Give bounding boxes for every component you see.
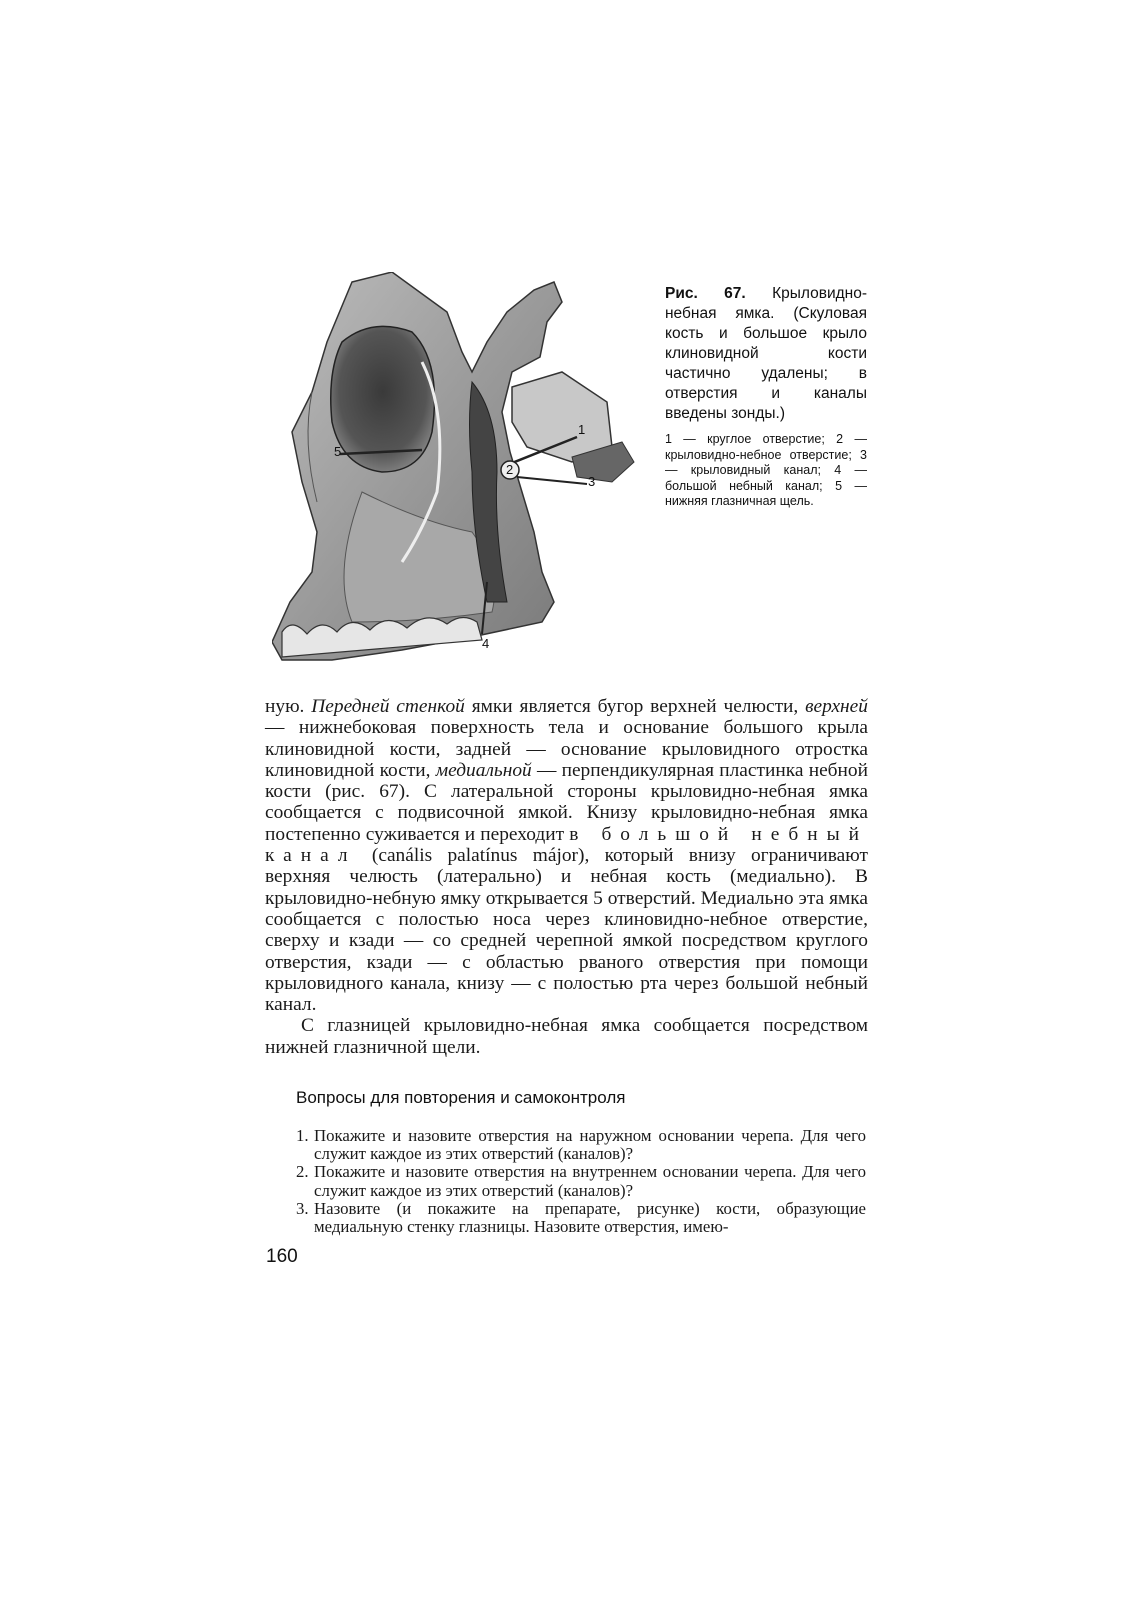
body-text [265, 696, 868, 1058]
question-item [296, 1198, 866, 1237]
questions-heading: Вопросы для повторения и самоконтроля [296, 1088, 626, 1107]
question-text: Покажите и назовите отверстия на внутреннем основании черепа. Для чего служит каждое из этих отверстий (каналов)? [314, 1162, 866, 1200]
figure-label-2: 2 [506, 462, 514, 477]
figure-label-3: 3 [588, 474, 596, 489]
caption-figure-number: Рис. 67. [665, 285, 746, 302]
caption-title [665, 284, 867, 424]
body-text-run: ямки является бугор верхней челюсти, [464, 696, 806, 717]
body-text-run: (canális palatínus májor), который внизу ограничивают верхняя челюсть (латерально) и небная кость (медиально). В крыловидно-небную ямку открывается 5 отверстий. Медиально эта ямка сообщается с полостью носа через клиновидно-небное отверстие, сверху и кзади — со средней черепной ямкой посредством круглого отверстия, кзади — с областью рваного отверстия при помощи крыловидного канала, книзу — с полостью рта через большой небный канал. [265, 845, 868, 1016]
body-text-run: — перпендикулярная пластинка небной кости (рис. 67). С латеральной стороны крыловидно-небная ямка сообщается с подвисочной ямкой. Книзу крыловидно-небная ямка постепенно суживается и переходит [265, 759, 868, 845]
body-paragraph-2: С глазницей крыловидно-небная ямка сообщается посредством нижней глазничной щели. [265, 1015, 868, 1058]
figure-caption [665, 284, 867, 510]
skull-drawing [272, 272, 644, 662]
questions-list [296, 1126, 866, 1237]
caption-title-text: Крыловидно-небная ямка. (Скуловая кость и большое крыло клиновидной кости частично удалены; в отверстия и каналы введены зонды.) [665, 285, 867, 422]
caption-legend: 1 — круглое отверстие; 2 — крыловидно-небное отверстие; 3 — крыловидный канал; 4 — большой небный канал; 5 — нижняя глазничная щель. [665, 432, 867, 508]
figure-label-4: 4 [482, 636, 490, 651]
body-text-run: ную. [265, 696, 312, 717]
body-paragraph-1 [265, 696, 868, 1015]
question-item [296, 1126, 866, 1164]
body-italic-term: Передней стенкой [311, 696, 465, 717]
question-number: 3. [296, 1198, 309, 1218]
question-number: 1. [296, 1126, 309, 1145]
body-italic-term: верхней [805, 696, 868, 717]
figure-label-1: 1 [578, 422, 586, 437]
skull-illustration [272, 272, 644, 662]
question-text: Назовите (и покажите на препарате, рисунке) кости, образующие медиальную стенку глазницы. Назовите отверстия, имею- [314, 1198, 866, 1237]
question-text: Покажите и назовите отверстия на наружном основании черепа. Для чего служит каждое из этих отверстий (каналов)? [314, 1126, 866, 1164]
body-text-run: — нижнебоковая поверхность тела и основание большого крыла клиновидной кости, задней — основание крыловидного отростка клиновидной кости, [265, 717, 868, 781]
body-spaced-term: в большой небный канал [265, 823, 868, 867]
body-italic-term: медиальной [435, 759, 532, 781]
page-number: 160 [266, 1246, 298, 1267]
question-item [296, 1162, 866, 1200]
question-number: 2. [296, 1162, 309, 1182]
figure-label-5: 5 [334, 444, 342, 459]
